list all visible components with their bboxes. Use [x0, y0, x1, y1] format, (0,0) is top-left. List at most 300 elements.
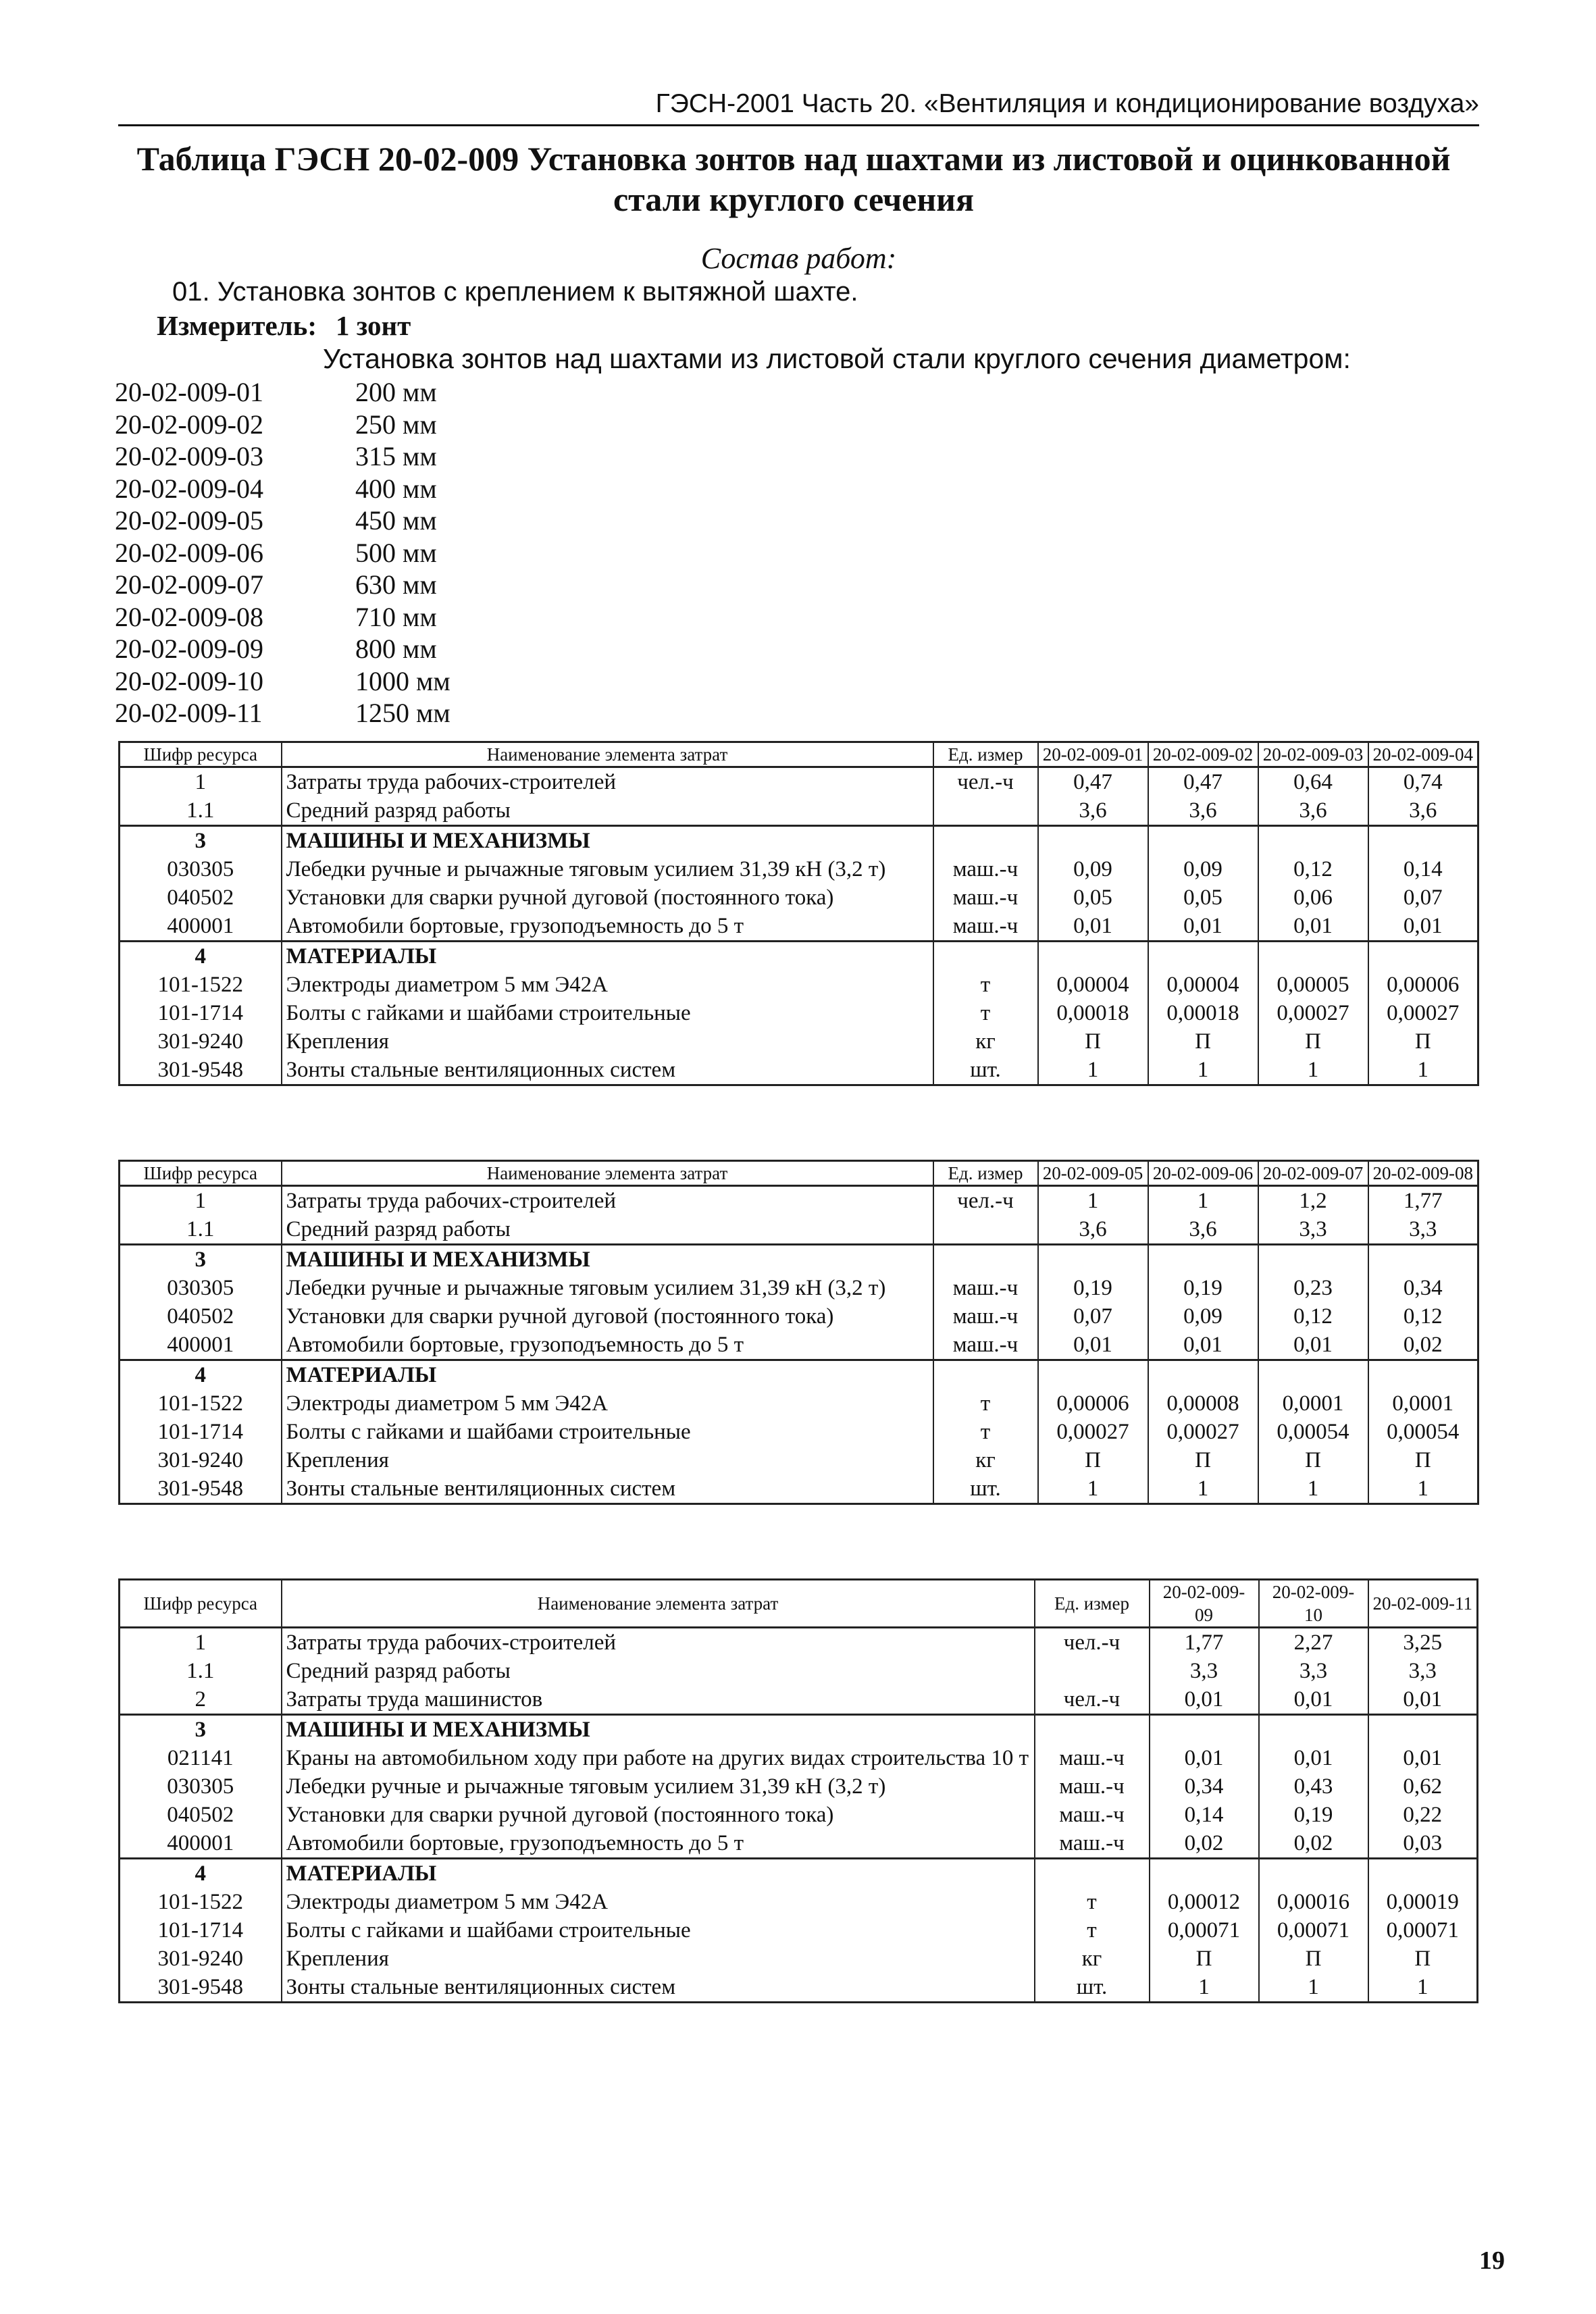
cost-name-cell: МАШИНЫ И МЕХАНИЗМЫ [282, 826, 933, 856]
value-cell [1258, 1360, 1368, 1390]
resource-code-cell: 101-1714 [120, 999, 282, 1027]
value-cell: 0,47 [1038, 767, 1148, 797]
value-cell: 0,07 [1368, 883, 1478, 912]
unit-cell: шт. [933, 1474, 1038, 1504]
value-cell: 0,01 [1258, 912, 1368, 942]
value-cell: 0,64 [1258, 767, 1368, 797]
cost-name-cell: Затраты труда рабочих-строителей [282, 1186, 933, 1216]
cost-name-cell: Болты с гайками и шайбами строительные [282, 999, 933, 1027]
unit-cell: маш.-ч [933, 1302, 1038, 1331]
resource-code-cell: 301-9240 [120, 1027, 282, 1056]
resource-table-1 [118, 741, 1479, 1086]
value-cell: 0,03 [1368, 1829, 1478, 1859]
value-cell: 0,00004 [1038, 971, 1148, 999]
value-cell: 0,00071 [1150, 1916, 1259, 1945]
cost-name-cell: Затраты труда машинистов [282, 1685, 1035, 1715]
code-list-item [115, 537, 451, 569]
unit-cell [933, 1215, 1038, 1245]
value-cell: 0,01 [1259, 1685, 1368, 1715]
table-section-row [120, 1360, 1478, 1390]
value-cell: 0,00054 [1368, 1418, 1478, 1446]
code-list-item [115, 440, 451, 473]
value-cell: 0,01 [1150, 1744, 1259, 1772]
norm-diameter: 1250 мм [355, 698, 451, 728]
norm-diameter: 400 мм [355, 473, 437, 504]
resource-code-cell: 1 [120, 767, 282, 797]
norm-diameter: 800 мм [355, 634, 437, 664]
norm-diameter: 1000 мм [355, 665, 451, 696]
unit-cell: т [1035, 1888, 1150, 1916]
work-item: 01. Установка зонтов с креплением к вытяжной шахте. [172, 277, 858, 307]
unit-cell [933, 826, 1038, 856]
table-row [120, 1418, 1478, 1446]
resource-code-cell: 030305 [120, 1772, 282, 1801]
value-cell: 0,09 [1148, 1302, 1258, 1331]
table-row [120, 855, 1478, 883]
cost-name-cell: Автомобили бортовые, грузоподъемность до 5 т [282, 1829, 1035, 1859]
unit-cell: кг [933, 1027, 1038, 1056]
measure-line [157, 309, 411, 342]
value-cell: П [1038, 1027, 1148, 1056]
value-cell: П [1258, 1027, 1368, 1056]
table-section-row [120, 1715, 1478, 1745]
value-cell: 0,23 [1258, 1274, 1368, 1302]
value-cell: 0,06 [1258, 883, 1368, 912]
value-cell: 0,34 [1368, 1274, 1478, 1302]
header-norm-code: 20-02-009-07 [1258, 1161, 1368, 1186]
value-cell: 3,6 [1038, 1215, 1148, 1245]
table-row [120, 1628, 1478, 1657]
table-row [120, 1215, 1478, 1245]
table-row [120, 1829, 1478, 1859]
resource-code-cell: 3 [120, 826, 282, 856]
value-cell: 0,00019 [1368, 1888, 1478, 1916]
cost-name-cell: МАТЕРИАЛЫ [282, 1859, 1035, 1888]
resource-table-2 [118, 1160, 1479, 1505]
running-header: ГЭСН-2001 Часть 20. «Вентиляция и кондиционирование воздуха» [118, 89, 1479, 126]
value-cell: 0,01 [1368, 1744, 1478, 1772]
norm-code: 20-02-009-02 [115, 409, 263, 440]
value-cell [1038, 942, 1148, 971]
table-row [120, 1744, 1478, 1772]
value-cell: 1,77 [1368, 1186, 1478, 1216]
value-cell: 0,14 [1368, 855, 1478, 883]
unit-cell: маш.-ч [1035, 1801, 1150, 1829]
cost-name-cell: Зонты стальные вентиляционных систем [282, 1474, 933, 1504]
value-cell: 0,09 [1148, 855, 1258, 883]
code-list-item [115, 473, 451, 505]
value-cell: 1 [1259, 1973, 1368, 2003]
page-number: 19 [1479, 2246, 1505, 2275]
value-cell: П [1259, 1945, 1368, 1973]
resource-code-cell: 4 [120, 942, 282, 971]
table-row [120, 1331, 1478, 1360]
resource-code-cell: 030305 [120, 855, 282, 883]
value-cell: П [1368, 1027, 1478, 1056]
resource-code-cell: 3 [120, 1245, 282, 1275]
header-norm-code: 20-02-009-10 [1259, 1580, 1368, 1628]
value-cell [1148, 942, 1258, 971]
value-cell: 1 [1368, 1056, 1478, 1085]
table-row [120, 1685, 1478, 1715]
cost-name-cell: Крепления [282, 1027, 933, 1056]
value-cell: 0,00016 [1259, 1888, 1368, 1916]
value-cell: 0,01 [1148, 912, 1258, 942]
value-cell [1259, 1859, 1368, 1888]
value-cell: 3,6 [1148, 1215, 1258, 1245]
header-unit: Ед. измер [1035, 1580, 1150, 1628]
cost-name-cell: Лебедки ручные и рычажные тяговым усилием 31,39 кН (3,2 т) [282, 1274, 933, 1302]
value-cell: П [1148, 1027, 1258, 1056]
header-norm-code: 20-02-009-11 [1368, 1580, 1478, 1628]
header-name: Наименование элемента затрат [282, 742, 933, 767]
table-section-row [120, 1245, 1478, 1275]
cost-name-cell: Автомобили бортовые, грузоподъемность до 5 т [282, 912, 933, 942]
norm-code: 20-02-009-07 [115, 569, 263, 600]
value-cell: 0,00006 [1368, 971, 1478, 999]
resource-code-cell: 400001 [120, 1829, 282, 1859]
table-row [120, 912, 1478, 942]
value-cell: П [1368, 1446, 1478, 1474]
table-row [120, 1389, 1478, 1418]
code-list [115, 376, 451, 729]
value-cell: 1 [1038, 1474, 1148, 1504]
resource-code-cell: 301-9548 [120, 1056, 282, 1085]
unit-cell: т [1035, 1916, 1150, 1945]
cost-name-cell: Болты с гайками и шайбами строительные [282, 1418, 933, 1446]
cost-name-cell: Электроды диаметром 5 мм Э42А [282, 1389, 933, 1418]
value-cell: 0,47 [1148, 767, 1258, 797]
norm-diameter: 630 мм [355, 569, 437, 600]
table-row [120, 1801, 1478, 1829]
header-norm-code: 20-02-009-06 [1148, 1161, 1258, 1186]
value-cell: 0,62 [1368, 1772, 1478, 1801]
value-cell: П [1258, 1446, 1368, 1474]
unit-cell: маш.-ч [1035, 1829, 1150, 1859]
value-cell: 1 [1148, 1056, 1258, 1085]
resource-code-cell: 301-9240 [120, 1945, 282, 1973]
resource-code-cell: 301-9240 [120, 1446, 282, 1474]
resource-code-cell: 101-1714 [120, 1418, 282, 1446]
value-cell: 0,00027 [1368, 999, 1478, 1027]
value-cell: 0,34 [1150, 1772, 1259, 1801]
resource-code-cell: 101-1522 [120, 1888, 282, 1916]
resource-code-cell: 400001 [120, 1331, 282, 1360]
table-section-row [120, 826, 1478, 856]
value-cell [1148, 1245, 1258, 1275]
cost-name-cell: Лебедки ручные и рычажные тяговым усилием 31,39 кН (3,2 т) [282, 1772, 1035, 1801]
value-cell: 0,01 [1148, 1331, 1258, 1360]
table-row [120, 767, 1478, 797]
value-cell: 3,6 [1368, 796, 1478, 826]
norm-diameter: 200 мм [355, 377, 437, 407]
unit-cell: маш.-ч [933, 1274, 1038, 1302]
cost-name-cell: МАШИНЫ И МЕХАНИЗМЫ [282, 1245, 933, 1275]
norm-code: 20-02-009-04 [115, 473, 263, 504]
value-cell: П [1368, 1945, 1478, 1973]
value-cell: 3,25 [1368, 1628, 1478, 1657]
norm-diameter: 500 мм [355, 537, 437, 568]
value-cell: 0,00012 [1150, 1888, 1259, 1916]
value-cell [1038, 1360, 1148, 1390]
norm-diameter: 450 мм [355, 505, 437, 536]
cost-name-cell: МАШИНЫ И МЕХАНИЗМЫ [282, 1715, 1035, 1745]
value-cell: 0,19 [1038, 1274, 1148, 1302]
cost-name-cell: Средний разряд работы [282, 796, 933, 826]
resource-code-cell: 301-9548 [120, 1973, 282, 2003]
value-cell: П [1038, 1446, 1148, 1474]
value-cell [1368, 1360, 1478, 1390]
header-name: Наименование элемента затрат [282, 1161, 933, 1186]
value-cell: 0,00005 [1258, 971, 1368, 999]
value-cell: 3,3 [1259, 1657, 1368, 1685]
value-cell: 0,00008 [1148, 1389, 1258, 1418]
norm-code: 20-02-009-10 [115, 665, 263, 696]
value-cell [1148, 826, 1258, 856]
value-cell: 3,6 [1148, 796, 1258, 826]
resource-code-cell: 1.1 [120, 1215, 282, 1245]
table-row [120, 1186, 1478, 1216]
value-cell: 3,3 [1368, 1657, 1478, 1685]
value-cell: 0,0001 [1368, 1389, 1478, 1418]
resource-table-3 [118, 1578, 1478, 2003]
unit-cell: маш.-ч [1035, 1772, 1150, 1801]
unit-cell: шт. [933, 1056, 1038, 1085]
cost-name-cell: Болты с гайками и шайбами строительные [282, 1916, 1035, 1945]
code-list-item [115, 569, 451, 601]
resource-code-cell: 040502 [120, 1801, 282, 1829]
unit-cell: кг [1035, 1945, 1150, 1973]
resource-code-cell: 301-9548 [120, 1474, 282, 1504]
resource-code-cell: 3 [120, 1715, 282, 1745]
header-norm-code: 20-02-009-05 [1038, 1161, 1148, 1186]
resource-code-cell: 1 [120, 1628, 282, 1657]
table-header-row [120, 742, 1478, 767]
value-cell: 1 [1368, 1973, 1478, 2003]
value-cell: 0,43 [1259, 1772, 1368, 1801]
unit-cell: маш.-ч [933, 883, 1038, 912]
value-cell: 3,3 [1258, 1215, 1368, 1245]
value-cell [1038, 1245, 1148, 1275]
resource-code-cell: 4 [120, 1360, 282, 1390]
value-cell: 0,05 [1148, 883, 1258, 912]
value-cell: П [1148, 1446, 1258, 1474]
unit-cell: кг [933, 1446, 1038, 1474]
table-header-row [120, 1580, 1478, 1628]
header-resource: Шифр ресурса [120, 1161, 282, 1186]
value-cell [1150, 1715, 1259, 1745]
resource-code-cell: 040502 [120, 883, 282, 912]
value-cell: 0,07 [1038, 1302, 1148, 1331]
norm-code: 20-02-009-11 [115, 698, 263, 728]
cost-name-cell: Электроды диаметром 5 мм Э42А [282, 971, 933, 999]
code-list-item [115, 665, 451, 698]
unit-cell [1035, 1715, 1150, 1745]
norm-code: 20-02-009-09 [115, 634, 263, 664]
value-cell: 0,01 [1259, 1744, 1368, 1772]
table-row [120, 1027, 1478, 1056]
unit-cell: чел.-ч [1035, 1685, 1150, 1715]
value-cell: 0,02 [1150, 1829, 1259, 1859]
cost-name-cell: Средний разряд работы [282, 1215, 933, 1245]
unit-cell [933, 942, 1038, 971]
value-cell [1038, 826, 1148, 856]
header-norm-code: 20-02-009-03 [1258, 742, 1368, 767]
unit-cell [933, 1245, 1038, 1275]
table-row [120, 1302, 1478, 1331]
cost-name-cell: Зонты стальные вентиляционных систем [282, 1973, 1035, 2003]
value-cell: 2,27 [1259, 1628, 1368, 1657]
value-cell: 0,01 [1150, 1685, 1259, 1715]
value-cell: 1,2 [1258, 1186, 1368, 1216]
cost-name-cell: Краны на автомобильном ходу при работе на других видах строительства 10 т [282, 1744, 1035, 1772]
resource-code-cell: 1 [120, 1186, 282, 1216]
unit-cell: маш.-ч [933, 912, 1038, 942]
header-norm-code: 20-02-009-04 [1368, 742, 1478, 767]
table-section-row [120, 942, 1478, 971]
table-row [120, 1446, 1478, 1474]
code-list-item [115, 409, 451, 441]
header-name: Наименование элемента затрат [282, 1580, 1035, 1628]
value-cell: 3,3 [1368, 1215, 1478, 1245]
measure-value: 1 зонт [336, 310, 411, 341]
resource-code-cell: 101-1714 [120, 1916, 282, 1945]
value-cell: 0,19 [1259, 1801, 1368, 1829]
cost-name-cell: Лебедки ручные и рычажные тяговым усилием 31,39 кН (3,2 т) [282, 855, 933, 883]
value-cell: 1 [1148, 1186, 1258, 1216]
table-row [120, 1916, 1478, 1945]
norm-code: 20-02-009-08 [115, 601, 263, 632]
cost-name-cell: Затраты труда рабочих-строителей [282, 1628, 1035, 1657]
value-cell: 0,01 [1368, 912, 1478, 942]
resource-code-cell: 101-1522 [120, 1389, 282, 1418]
cost-name-cell: Электроды диаметром 5 мм Э42А [282, 1888, 1035, 1916]
unit-cell [1035, 1657, 1150, 1685]
unit-cell: т [933, 999, 1038, 1027]
table-row [120, 1973, 1478, 2003]
value-cell: П [1150, 1945, 1259, 1973]
value-cell: 0,00071 [1259, 1916, 1368, 1945]
unit-cell: шт. [1035, 1973, 1150, 2003]
header-unit: Ед. измер [933, 742, 1038, 767]
unit-cell: чел.-ч [933, 767, 1038, 797]
value-cell: 0,12 [1368, 1302, 1478, 1331]
value-cell: 3,3 [1150, 1657, 1259, 1685]
value-cell [1368, 942, 1478, 971]
norm-diameter: 250 мм [355, 409, 437, 440]
cost-name-cell: Крепления [282, 1945, 1035, 1973]
value-cell: 1 [1258, 1056, 1368, 1085]
unit-cell: маш.-ч [1035, 1744, 1150, 1772]
norm-code: 20-02-009-03 [115, 441, 263, 471]
value-cell: 0,00054 [1258, 1418, 1368, 1446]
table-row [120, 1657, 1478, 1685]
unit-cell: маш.-ч [933, 1331, 1038, 1360]
norm-diameter: 315 мм [355, 441, 437, 471]
value-cell: 0,74 [1368, 767, 1478, 797]
cost-name-cell: Затраты труда рабочих-строителей [282, 767, 933, 797]
table-row [120, 1945, 1478, 1973]
table-title: Таблица ГЭСН 20-02-009 Установка зонтов над шахтами из листовой и оцинкованной стали круглого сечения [136, 140, 1451, 218]
resource-code-cell: 101-1522 [120, 971, 282, 999]
table-row [120, 971, 1478, 999]
value-cell [1258, 942, 1368, 971]
value-cell: 0,22 [1368, 1801, 1478, 1829]
table-row [120, 1056, 1478, 1085]
value-cell [1258, 1245, 1368, 1275]
cost-name-cell: МАТЕРИАЛЫ [282, 942, 933, 971]
resource-code-cell: 040502 [120, 1302, 282, 1331]
cost-name-cell: Установки для сварки ручной дуговой (постоянного тока) [282, 1302, 933, 1331]
unit-cell [933, 1360, 1038, 1390]
table-row [120, 796, 1478, 826]
measure-label: Измеритель: [157, 310, 317, 341]
value-cell: 0,00018 [1148, 999, 1258, 1027]
code-list-item [115, 376, 451, 409]
code-list-item [115, 505, 451, 537]
resource-code-cell: 021141 [120, 1744, 282, 1772]
cost-name-cell: МАТЕРИАЛЫ [282, 1360, 933, 1390]
value-cell [1148, 1360, 1258, 1390]
value-cell: 0,09 [1038, 855, 1148, 883]
header-norm-code: 20-02-009-01 [1038, 742, 1148, 767]
resource-code-cell: 030305 [120, 1274, 282, 1302]
header-norm-code: 20-02-009-09 [1150, 1580, 1259, 1628]
value-cell [1150, 1859, 1259, 1888]
value-cell: 3,6 [1258, 796, 1368, 826]
group-heading: Установка зонтов над шахтами из листовой стали круглого сечения диаметром: [323, 343, 1351, 374]
value-cell [1368, 1715, 1478, 1745]
value-cell: 0,00071 [1368, 1916, 1478, 1945]
value-cell [1368, 826, 1478, 856]
unit-cell: чел.-ч [933, 1186, 1038, 1216]
value-cell: 1 [1148, 1474, 1258, 1504]
table-row [120, 999, 1478, 1027]
code-list-item [115, 697, 451, 729]
value-cell: 0,01 [1038, 912, 1148, 942]
norm-diameter: 710 мм [355, 601, 437, 632]
code-list-item [115, 633, 451, 665]
value-cell: 0,00004 [1148, 971, 1258, 999]
value-cell: 1 [1368, 1474, 1478, 1504]
value-cell: 0,02 [1259, 1829, 1368, 1859]
value-cell: 0,00027 [1148, 1418, 1258, 1446]
value-cell: 0,14 [1150, 1801, 1259, 1829]
unit-cell: чел.-ч [1035, 1628, 1150, 1657]
resource-code-cell: 400001 [120, 912, 282, 942]
resource-code-cell: 1.1 [120, 796, 282, 826]
cost-name-cell: Средний разряд работы [282, 1657, 1035, 1685]
value-cell: 0,00027 [1258, 999, 1368, 1027]
value-cell: 0,12 [1258, 1302, 1368, 1331]
cost-name-cell: Зонты стальные вентиляционных систем [282, 1056, 933, 1085]
composition-title: Состав работ: [700, 242, 897, 275]
header-norm-code: 20-02-009-02 [1148, 742, 1258, 767]
header-norm-code: 20-02-009-08 [1368, 1161, 1478, 1186]
value-cell [1368, 1859, 1478, 1888]
table-row [120, 1474, 1478, 1504]
value-cell [1259, 1715, 1368, 1745]
table-section-row [120, 1859, 1478, 1888]
unit-cell [933, 796, 1038, 826]
cost-name-cell: Установки для сварки ручной дуговой (постоянного тока) [282, 1801, 1035, 1829]
value-cell: 1 [1258, 1474, 1368, 1504]
value-cell [1368, 1245, 1478, 1275]
value-cell: 1 [1038, 1186, 1148, 1216]
code-list-item [115, 601, 451, 634]
header-unit: Ед. измер [933, 1161, 1038, 1186]
value-cell: 0,0001 [1258, 1389, 1368, 1418]
